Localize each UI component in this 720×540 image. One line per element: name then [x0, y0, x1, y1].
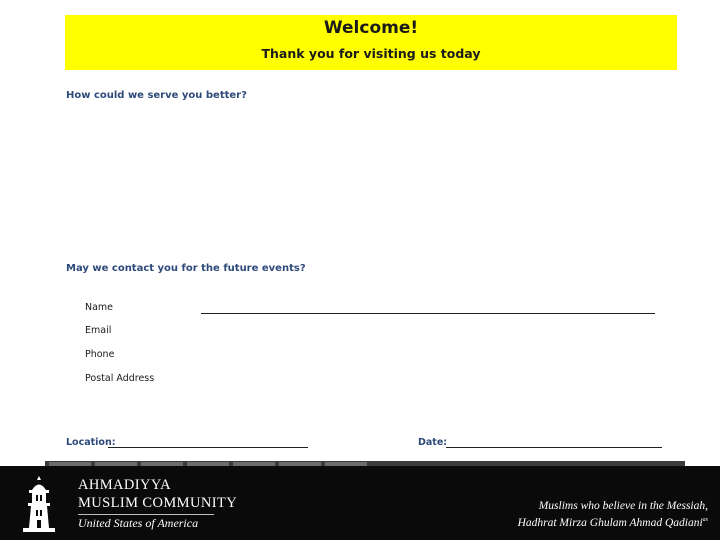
tagline-line2: Hadhrat Mirza Ghulam Ahmad Qadiani$^{as}$ [517, 516, 708, 529]
question-serve-better: How could we serve you better? [66, 90, 247, 101]
tagline-line1: Muslims who believe in the Messiah, [538, 500, 708, 512]
organization-name-line1: AHMADIYYA [78, 477, 172, 493]
question-contact: May we contact you for the future events? [66, 263, 306, 274]
tagline [468, 499, 708, 530]
organization-country: United States of America [78, 516, 199, 530]
phone-label: Phone [85, 349, 115, 360]
banner-subtitle: Thank you for visiting us today [261, 46, 481, 61]
organization-name [78, 476, 237, 512]
name-label: Name [85, 302, 114, 313]
postal-address-label: Postal Address [85, 373, 155, 384]
date-label: Date: [418, 437, 448, 448]
location-label: Location: [66, 437, 116, 448]
minaret-icon [14, 474, 64, 534]
honorific-superscript: as [702, 517, 708, 523]
divider [78, 514, 214, 515]
footer [0, 466, 720, 540]
organization-name-line2: MUSLIM COMMUNITY [78, 495, 238, 511]
welcome-banner [65, 15, 677, 70]
date-field[interactable] [446, 447, 662, 448]
email-label: Email [85, 325, 112, 336]
banner-title: Welcome! [323, 18, 419, 38]
name-field[interactable] [201, 313, 655, 314]
location-field[interactable] [108, 447, 308, 448]
